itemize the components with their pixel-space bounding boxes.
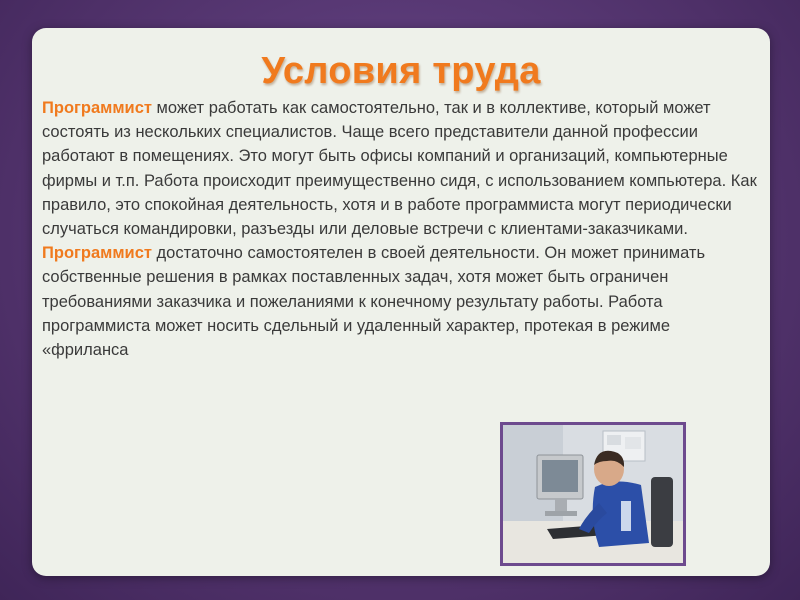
paragraph-2 — [42, 241, 760, 362]
monitor-base — [545, 511, 577, 516]
paragraph-2-text: достаточно самостоятелен в своей деятельности. Он может принимать собственные решения в рамках поставленных задач, хотя может быть ограничен требованиями заказчика и пожеланиями к конечному результату работы. Работа программиста может носить сдельный и удаленный характер, протекая в режиме «фриланса — [42, 244, 706, 360]
paragraph-1-lead: Программист — [42, 99, 152, 117]
paragraph-2-lead: Программист — [42, 244, 152, 263]
monitor-screen — [542, 460, 578, 492]
body-text — [42, 96, 760, 362]
notice-paper — [625, 437, 641, 449]
notice-paper — [607, 435, 621, 445]
monitor-stand — [555, 499, 567, 513]
slide-title: Условия труда — [261, 50, 541, 92]
chair — [651, 477, 673, 547]
slide-card — [32, 28, 770, 576]
programmer-illustration — [503, 425, 683, 563]
shirt-logo — [621, 501, 631, 531]
paragraph-1-text: может работать как самостоятельно, так и в коллективе, который может состоять из нескольких специалистов. Чаще всего представители данной профессии работают в помещениях. Это могут быть офисы компаний и организаций, компьютерные фирмы и т.п. Работа происходит преимущественно сидя, с использованием компьютера. Как правило, это спокойная деятельность, хотя и в работе программиста могут периодически случаться командировки, разъезды или деловые встречи с клиентами-заказчиками. — [42, 99, 757, 239]
paragraph-1 — [42, 96, 760, 241]
programmer-photo — [500, 422, 686, 566]
